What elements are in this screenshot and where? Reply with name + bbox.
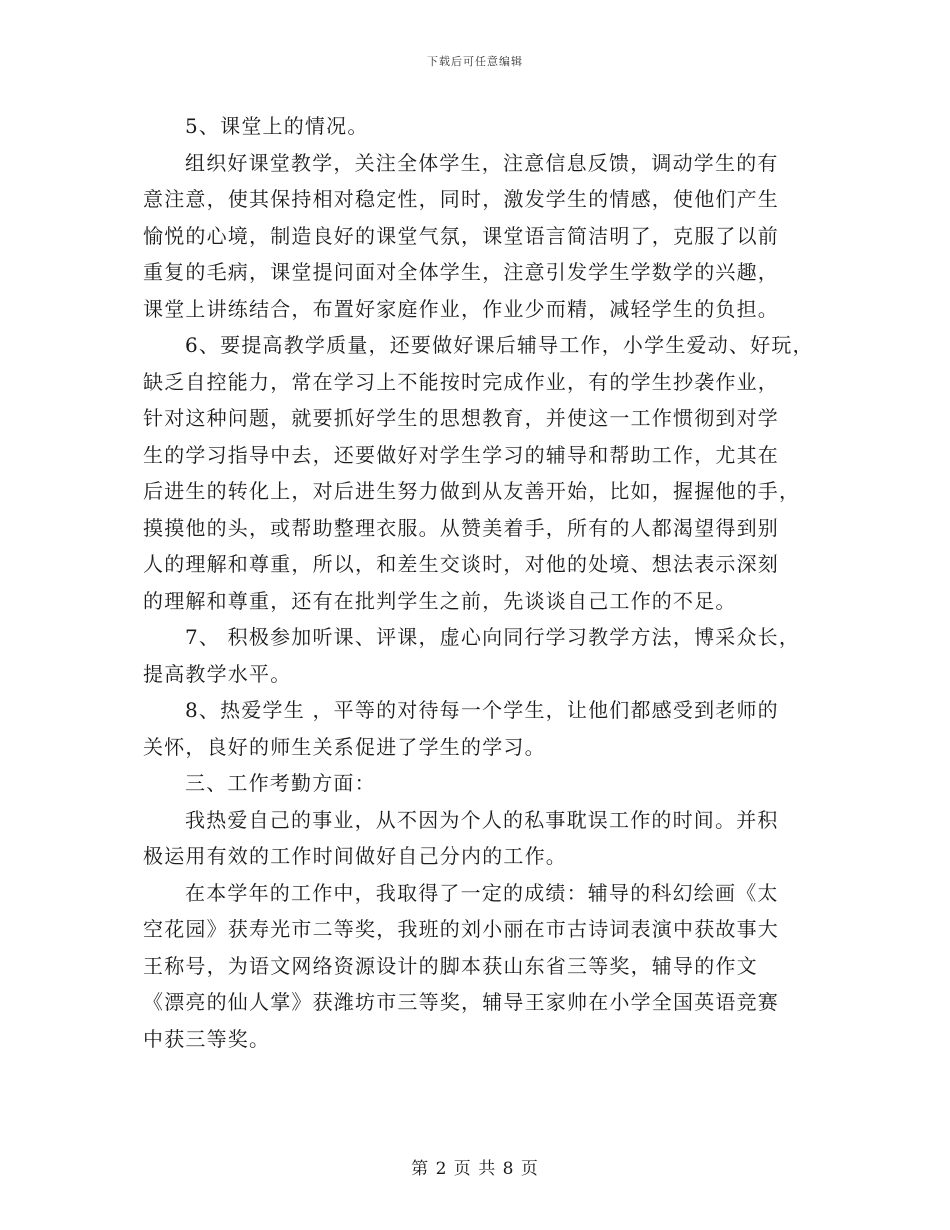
text-line: 《漂亮的仙人掌》获潍坊市三等奖，辅导王家帅在小学全国英语竞赛 <box>143 990 779 1014</box>
text-line: 提高教学水平。 <box>143 661 292 686</box>
text-line: 5、课堂上的情况。 <box>185 114 369 138</box>
text-line: 7、 积极参加听课、评课，虚心向同行学习教学方法，博采众长， <box>185 625 801 649</box>
text-line: 摸摸他的头，或帮助整理衣服。从赞美着手，所有的人都渴望得到别 <box>143 515 779 540</box>
text-line: 组织好课堂教学，关注全体学生，注意信息反馈，调动学生的有 <box>185 150 779 175</box>
text-line: 关怀，良好的师生关系促进了学生的学习。 <box>143 734 546 759</box>
text-line: 的理解和尊重，还有在批判学生之前，先谈谈自己工作的不足。 <box>143 588 737 613</box>
text-line: 生的学习指导中去，还要做好对学生学习的辅导和帮助工作，尤其在 <box>143 442 779 467</box>
text-line: 人的理解和尊重，所以，和差生交谈时，对他的处境、想法表示深刻 <box>143 552 779 576</box>
text-line: 意注意，使其保持相对稳定性，同时，激发学生的情感，使他们产生 <box>143 187 779 211</box>
text-line: 三、工作考勤方面： <box>185 771 376 795</box>
text-line: 针对这种问题，就要抓好学生的思想教育，并使这一工作惯彻到对学 <box>143 406 779 430</box>
text-line: 极运用有效的工作时间做好自己分内的工作。 <box>143 844 567 868</box>
text-line: 在本学年的工作中，我取得了一定的成绩：辅导的科幻绘画《太 <box>185 880 779 905</box>
text-line: 空花园》获寿光市二等奖，我班的刘小丽在市古诗词表演中获故事大 <box>143 917 779 941</box>
text-line: 中获三等奖。 <box>143 1026 271 1051</box>
page-number: 第 2 页 共 8 页 <box>411 1159 539 1179</box>
header-note: 下载后可任意编辑 <box>427 55 523 68</box>
text-line: 课堂上讲练结合，布置好家庭作业，作业少而精，减轻学生的负担。 <box>143 296 779 321</box>
text-line: 我热爱自己的事业，从不因为个人的私事耽误工作的时间。并积 <box>185 807 779 832</box>
text-line: 缺乏自控能力，常在学习上不能按时完成作业，有的学生抄袭作业， <box>143 369 779 394</box>
text-line: 后进生的转化上，对后进生努力做到从友善开始，比如，握握他的手， <box>143 479 801 503</box>
text-line: 王称号，为语文网络资源设计的脚本获山东省三等奖，辅导的作文 <box>143 953 758 978</box>
text-line: 6、要提高教学质量，还要做好课后辅导工作，小学生爱动、好玩， <box>185 333 814 357</box>
text-line: 愉悦的心境，制造良好的课堂气氛，课堂语言简洁明了，克服了以前 <box>143 223 779 248</box>
document-body <box>143 108 823 1057</box>
text-line: 重复的毛病，课堂提问面对全体学生，注意引发学生学数学的兴趣， <box>143 260 779 284</box>
text-line: 8、热爱学生 ，平等的对待每一个学生，让他们都感受到老师的 <box>185 698 779 722</box>
